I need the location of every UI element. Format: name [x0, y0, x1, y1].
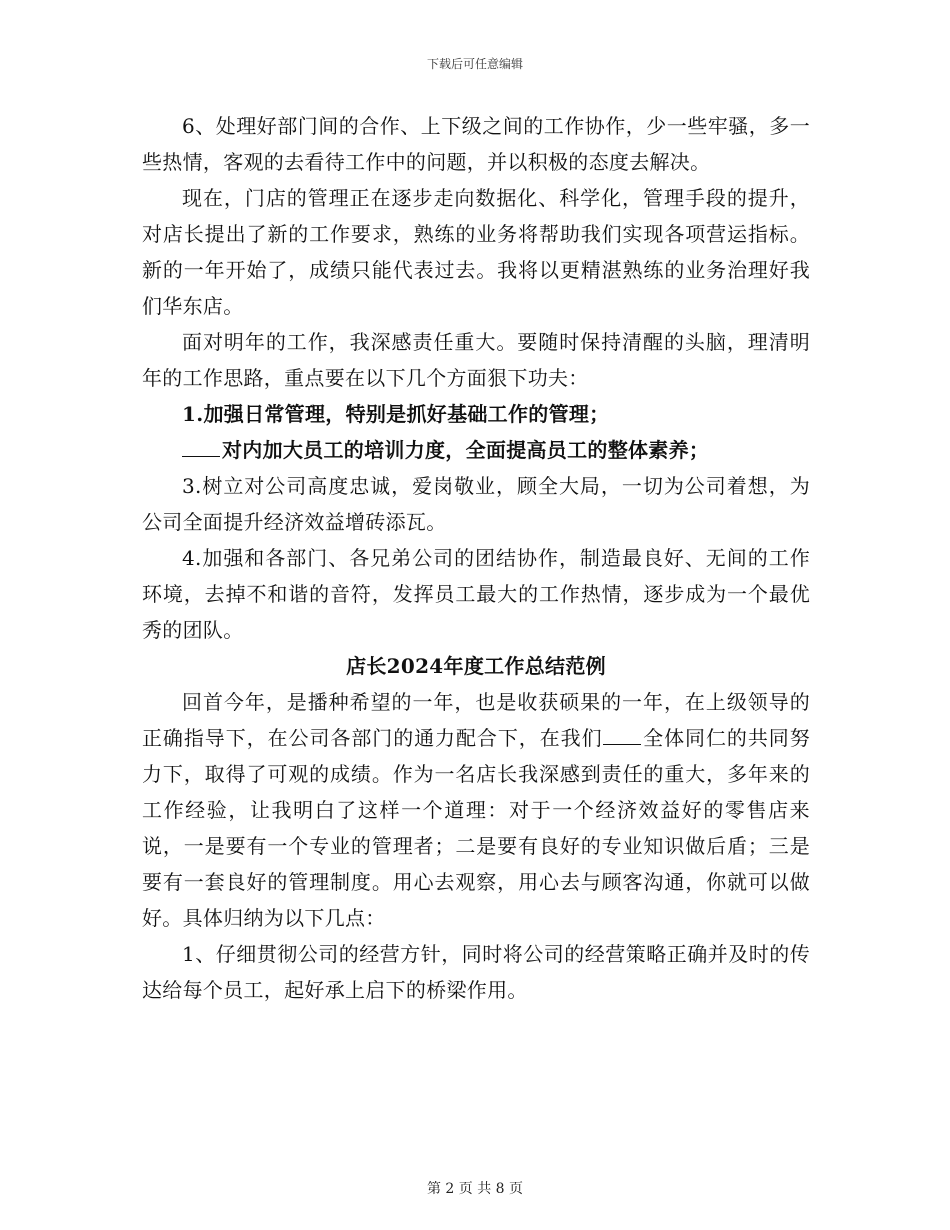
list-item-3: 3.树立对公司高度忠诚，爱岗敬业，顾全大局，一切为公司着想，为公司全面提升经济效益增砖添瓦。: [142, 474, 810, 534]
list-item-1: 1.加强日常管理，特别是抓好基础工作的管理；: [182, 402, 610, 426]
section-paragraph-review-part2: 全体同仁的共同努力下，取得了可观的成绩。作为一名店长我深感到责任的重大，多年来的工作经验，让我明白了这样一个道理：对于一个经济效益好的零售店来说，一是要有一个专业的管理者；二是要有良好的专业知识做后盾；三是要有一套良好的管理制度。用心去观察，用心去与顾客沟通，你就可以做好。具体归纳为以下几点：: [142, 726, 810, 930]
fill-blank: [182, 438, 220, 457]
list-item-2: [142, 432, 810, 468]
paragraph-current-status: 现在，门店的管理正在逐步走向数据化、科学化，管理手段的提升，对店长提出了新的工作要求，熟练的业务将帮助我们实现各项营运指标。新的一年开始了，成绩只能代表过去。我将以更精湛熟练的业务治理好我们华东店。: [142, 186, 810, 318]
section-paragraph-point-1: 1、仔细贯彻公司的经营方针，同时将公司的经营策略正确并及时的传达给每个员工，起好承上启下的桥梁作用。: [142, 942, 810, 1002]
list-item-4: 4.加强和各部门、各兄弟公司的团结协作，制造最良好、无间的工作环境，去掉不和谐的音符，发挥员工最大的工作热情，逐步成为一个最优秀的团队。: [142, 546, 810, 642]
section-paragraph-review: [142, 684, 810, 936]
list-item-2-text: 对内加大员工的培训力度，全面提高员工的整体素养；: [222, 438, 710, 462]
fill-blank: [603, 726, 641, 745]
paragraph-item-6: 6、处理好部门间的合作、上下级之间的工作协作，少一些牢骚，多一些热情，客观的去看待工作中的问题，并以积极的态度去解决。: [142, 114, 810, 174]
paragraph-next-year: 面对明年的工作，我深感责任重大。要随时保持清醒的头脑，理清明年的工作思路，重点要在以下几个方面狠下功夫：: [142, 330, 810, 390]
document-body: [142, 108, 810, 1008]
page-footer: 第 2 页 共 8 页: [426, 1181, 524, 1197]
page-header: 下载后可任意编辑: [426, 57, 523, 71]
section-title: 店长2024年度工作总结范例: [346, 654, 606, 678]
section-paragraph-review-part1: 回首今年，是播种希望的一年，也是收获硕果的一年，在上级领导的正确指导下，在公司各部门的通力配合下，在我们: [142, 690, 810, 750]
